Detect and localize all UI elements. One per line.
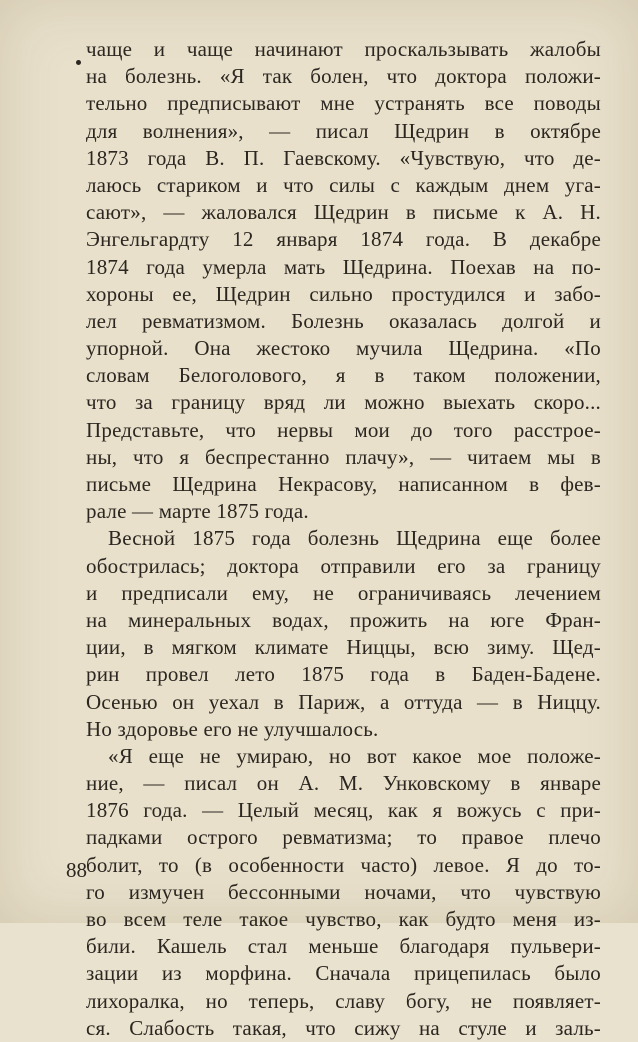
text-line: что за границу вряд ли можно выехать скоро... [86,390,601,415]
text-line: Весной 1875 года болезнь Щедрина еще более [108,526,601,551]
text-line: болит, то (в особенности часто) левое. Я до то- [86,852,601,877]
text-line: хороны ее, Щедрин сильно простудился и забо- [86,281,601,306]
text-line: и предписали ему, не ограничиваясь лечением [86,580,601,605]
text-line: рале — марте 1875 года. [86,499,309,524]
text-line: на болезнь. «Я так болен, что доктора положи- [86,64,601,89]
text-line: зации из морфина. Сначала прицепилась было [86,961,601,986]
text-line: «Я еще не умираю, но вот какое мое положе- [108,743,601,768]
text-line: 1876 года. — Целый месяц, как я вожусь с при- [86,798,601,823]
text-line: для волнения», — писал Щедрин в октябре [86,118,601,143]
text-line: письме Щедрина Некрасову, написанном в фев- [86,472,601,496]
text-line: чаще и чаще начинают проскальзывать жалобы [86,37,601,61]
text-line: били. Кашель стал меньше благодаря пульвери- [86,934,601,959]
text-line: 1873 года В. П. Гаевскому. «Чувствую, что де- [86,145,601,170]
text-line: ние, — писал он А. М. Унковскому в январе [86,771,601,796]
text-line: Но здоровье его не улучшалось. [86,716,379,741]
text-line: 1874 года умерла мать Щедрина. Поехав на по- [86,254,601,279]
text-line: тельно предписывают мне устранять все поводы [86,91,601,116]
text-line: ции, в мягком климате Ниццы, всю зиму. Щед- [86,635,601,660]
text-line: обострилась; доктора отправили его за границу [86,553,601,578]
text-line: ся. Слабость такая, что сижу на стуле и заль- [86,1015,601,1040]
text-line: Представьте, что нервы мои до того расстрое- [86,417,601,442]
text-line: Осенью он уехал в Париж, а оттуда — в Ниццу. [86,689,601,714]
text-line: лаюсь стариком и что силы с каждым днем уга- [86,172,601,197]
text-line: падками острого ревматизма; то правое плечо [86,825,601,850]
page-number: 88 [66,858,87,882]
text-line: лихоралка, но теперь, славу богу, не появляет- [86,988,601,1013]
text-line: Энгельгардту 12 января 1874 года. В декабре [86,227,601,252]
text-line: на минеральных водах, прожить на юге Фран- [86,607,601,632]
ink-dot-mark [76,60,81,65]
text-line: го измучен бессонными ночами, что чувствую [86,879,601,904]
text-line: ны, что я беспрестанно плачу», — читаем мы в [86,444,601,469]
main-text [86,36,601,1042]
text-line: упорной. Она жестоко мучила Щедрина. «По [86,336,601,361]
text-line: словам Белоголового, я в таком положении, [86,363,601,388]
text-line: рин провел лето 1875 года в Баден-Бадене. [86,662,601,687]
text-line: во всем теле такое чувство, как будто меня из- [86,907,601,931]
text-line: лел ревматизмом. Болезнь оказалась долгой и [86,308,601,333]
text-line: сают», — жаловался Щедрин в письме к А. Н. [86,200,601,225]
